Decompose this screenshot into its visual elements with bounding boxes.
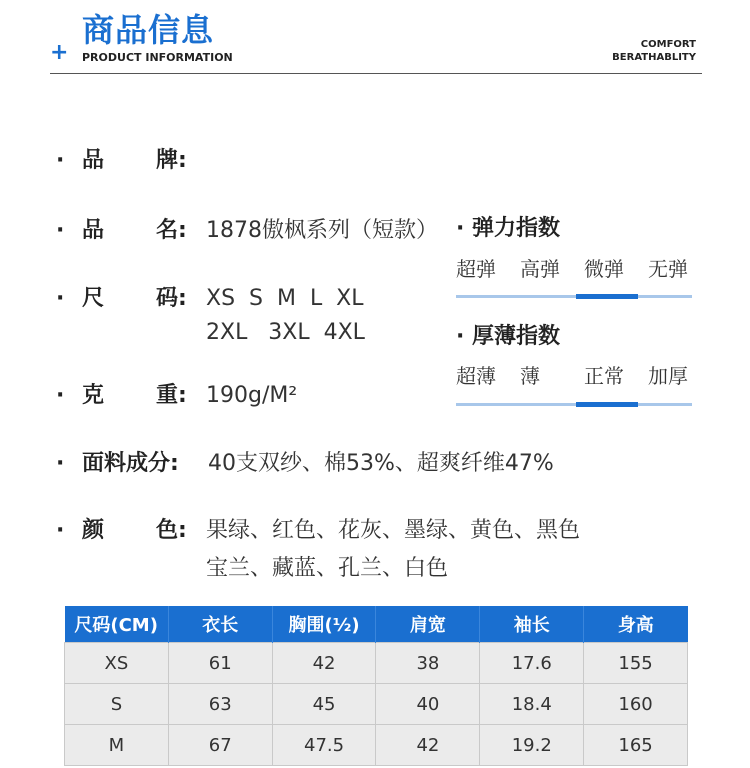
thickness-bar-indicator — [576, 402, 638, 407]
header-tagline — [612, 38, 696, 64]
table-header-cell: 尺码(CM) — [65, 606, 169, 643]
thickness-option: 超薄 — [456, 364, 496, 388]
table-row — [65, 643, 688, 684]
table-header-cell: 衣长 — [168, 606, 272, 643]
table-cell: S — [65, 684, 169, 725]
bullet: · — [56, 148, 65, 173]
elasticity-bar — [456, 295, 692, 298]
table-cell: 160 — [584, 684, 688, 725]
attr-value: 果绿、红色、花灰、墨绿、黄色、黑色 — [206, 518, 581, 543]
bullet: · — [56, 518, 65, 543]
elasticity-option: 超弹 — [456, 257, 496, 281]
attr-value: 190g/M² — [206, 383, 298, 408]
attr-value-line2: 宝兰、藏蓝、孔兰、白色 — [206, 556, 449, 581]
table-cell: 42 — [376, 725, 480, 766]
bullet: · — [56, 218, 65, 243]
table-cell: 19.2 — [480, 725, 584, 766]
elasticity-option-selected: 微弹 — [584, 257, 624, 281]
thickness-option-selected: 正常 — [584, 364, 624, 388]
bullet: · — [56, 451, 65, 476]
attr-key-1: 品 — [82, 148, 105, 173]
table-cell: 67 — [168, 725, 272, 766]
table-cell: 38 — [376, 643, 480, 684]
section-header — [0, 0, 750, 80]
table-cell: 45 — [272, 684, 376, 725]
attr-key-1: 克 — [82, 383, 105, 408]
table-cell: 40 — [376, 684, 480, 725]
table-row — [65, 684, 688, 725]
attr-value-line2: 2XL 3XL 4XL — [206, 320, 365, 345]
table-cell: 17.6 — [480, 643, 584, 684]
table-header-cell: 袖长 — [480, 606, 584, 643]
elasticity-options — [456, 254, 692, 284]
attr-key-2: 重: — [156, 383, 187, 408]
size-table — [64, 606, 688, 766]
table-cell: 63 — [168, 684, 272, 725]
table-header-cell: 胸围(½) — [272, 606, 376, 643]
elasticity-option: 无弹 — [648, 257, 688, 281]
attr-key-2: 码: — [156, 286, 187, 311]
thickness-bar — [456, 403, 692, 406]
attr-value: 40支双纱、棉53%、超爽纤维47% — [208, 451, 554, 476]
table-row — [65, 725, 688, 766]
section-title: 商品信息 — [82, 11, 215, 49]
table-cell: XS — [65, 643, 169, 684]
table-cell: M — [65, 725, 169, 766]
table-cell: 165 — [584, 725, 688, 766]
table-cell: 155 — [584, 643, 688, 684]
tagline-line-2: BERATHABLITY — [612, 52, 696, 63]
table-cell: 47.5 — [272, 725, 376, 766]
table-header-cell: 身高 — [584, 606, 688, 643]
elasticity-title: · 弹力指数 — [456, 216, 561, 241]
section-subtitle: PRODUCT INFORMATION — [82, 51, 233, 64]
attr-key: 面料成分: — [82, 451, 179, 476]
tagline-line-1: COMFORT — [640, 39, 696, 50]
table-header-row — [65, 606, 688, 643]
attr-key-1: 尺 — [82, 286, 105, 311]
attr-value: XS S M L XL — [206, 286, 364, 311]
attr-key-2: 色: — [156, 518, 187, 543]
table-cell: 18.4 — [480, 684, 584, 725]
plus-icon: + — [50, 40, 69, 65]
thickness-option: 加厚 — [648, 364, 688, 388]
thickness-title: · 厚薄指数 — [456, 324, 561, 349]
attr-key-1: 品 — [82, 218, 105, 243]
table-cell: 61 — [168, 643, 272, 684]
bullet: · — [56, 286, 65, 311]
attr-key-1: 颜 — [82, 518, 105, 543]
table-cell: 42 — [272, 643, 376, 684]
table-header-cell: 肩宽 — [376, 606, 480, 643]
thickness-option: 薄 — [520, 364, 540, 388]
header-divider — [50, 73, 702, 74]
thickness-options — [456, 361, 692, 391]
elasticity-bar-indicator — [576, 294, 638, 299]
attr-value: 1878傲枫系列（短款） — [206, 218, 438, 243]
elasticity-option: 高弹 — [520, 257, 560, 281]
bullet: · — [56, 383, 65, 408]
attr-key-2: 名: — [156, 218, 187, 243]
attr-key-2: 牌: — [156, 148, 187, 173]
